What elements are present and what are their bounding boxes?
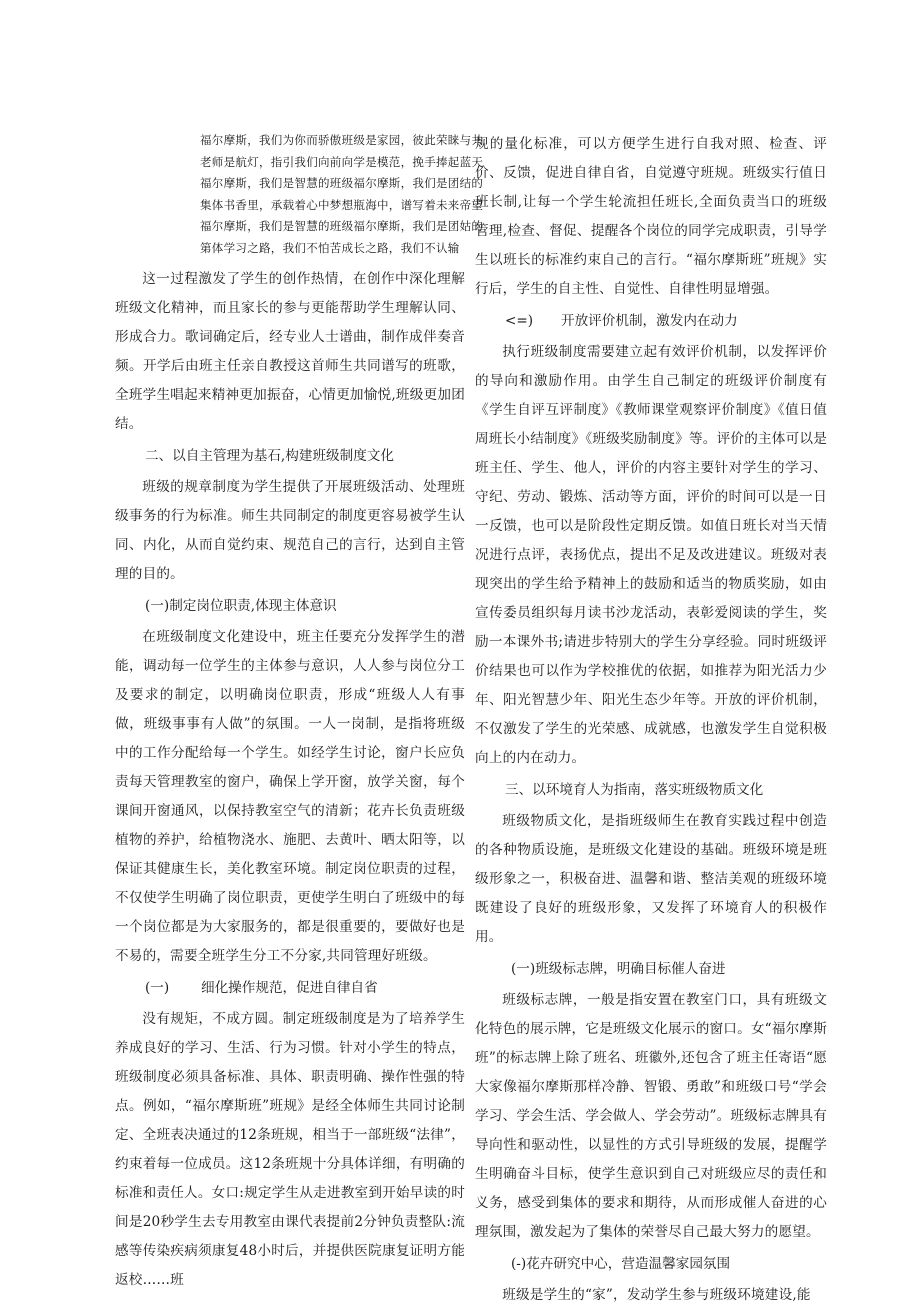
paragraph: 执行班级制度需要建立起有效评价机制，以发挥评价的导向和激励作用。由学生自己制定的班级评价制度有《学生自评互评制度》《教师课堂观察评价制度》《值日值周班长小结制度》《班级奖励制度》等。评价的主体可以是班主任、学生、他人，评价的内容主要针对学生的学习、守纪、劳动、锻炼、活动等方面，评价的时间可以是一日一反馈，也可以是阶段性定期反馈。如值日班长对当天情况进行点评，表扬优点，提出不足及改进建议。班级对表现突出的学生给予精神上的鼓励和适当的物质奖励，如由宣传委员组织每月读书沙龙活动，表彰爱阅读的学生，奖励一本课外书;请进步特别大的学生分享经验。同时班级评价结果也可以作为学校推优的依据，如推荐为阳光活力少年、阳光智慧少年、阳光生态少年等。开放的评价机制，不仅激发了学生的光荣感、成就感，也激发学生自觉积极向上的内在动力。: [475, 344, 827, 766]
lyric-line: 第体学习之路，我们不怕苦成长之路，我们不认输: [200, 240, 460, 255]
paragraph: 班级标志牌，一般是指安置在教室门口，具有班级文化特色的展示牌，它是班级文化展示的窗口。女“福尔摩斯班”的标志牌上除了班名、班徽外,还包含了班主任寄语“愿大家像福尔摩斯那样冷静、智锻、勇敢”和班级口号“学会学习、学会生活、学会做人、学会劳动”。班级标志牌具有导向性和驱动性，以显性的方式引导班级的发展，提醒学生明确奋斗目标，使学生意识到自己对班级应尽的责任和义务，感受到集体的要求和期待，从而形成催人奋进的心理氛围，激发起为了集体的荣誉尽自己最大努力的愿望。: [475, 992, 827, 1240]
lyric-line: 集体书香里，承载着心中梦想瓶海中，谱写着未来帝望: [200, 197, 484, 212]
lyric-line: 福尔摩斯，我们是智慧的班级福尔摩斯，我们是团结的: [200, 176, 484, 190]
paragraph: 在班级制度文化建设中，班主任要充分发挥学生的潜能，调动每一位学生的主体参与意识，人人参与岗位分工及要求的制定，以明确岗位职责，形成“班级人人有事做，班级事事有人做”的氛围。一人一岗制，是指将班级中的工作分配给每一个学生。如经学生讨论，窗户长应负责每天管理教室的窗户，确保上学开窗，放学关窗，每个课间开窗通风，以保持教室空气的清新；花卉长负责班级植物的养护，给植物浇水、施肥、去黄叶、晒太阳等，以保证其健康生长，美化教室环境。制定岗位职责的过程，不仅使学生明确了岗位职责，更使学生明白了班级中的每一个岗位都是为大家服务的，都是很重要的，要做好也是不易的，需要全班学生分工不分家,共同管理好班级。: [115, 629, 465, 964]
subsection-heading: (-)花卉研究中心，营造温馨家园氛围: [511, 1256, 731, 1272]
paragraph: 班级物质文化，是指班级师生在教育实践过程中创造的各种物质设施，是班级文化建设的基础。班级环境是班级形象之一，积极奋进、温馨和谐、整洁美观的班级环境既建设了良好的班级形象，又发挥了环境育人的积极作用。: [475, 813, 827, 945]
section-heading: 三、以环境育人为指南，落实班级物质文化: [505, 782, 764, 798]
left-column: [115, 130, 484, 1295]
subsection-title: 开放评价机制，激发内在动力: [561, 313, 738, 329]
subsection-heading: [475, 306, 827, 336]
paragraph: 班级的规章制度为学生提供了开展班级活动、处理班级事务的行为标准。师生共同制定的制度更容易被学生认同、内化，从而自觉约束、规范自己的言行，达到自主管理的目的。: [115, 479, 465, 582]
subsection-heading: (一)制定岗位职责,体现主体意识: [145, 598, 337, 614]
lyric-line: 老师是航灯，指引我们向前向学是模范，挽手捧起蓝天: [200, 154, 484, 169]
subsection-number: <=): [505, 313, 534, 329]
paragraph: 规的量化标准，可以方便学生进行自我对照、检查、评价、反馈，促进自律自省，自觉遵守班规。班级实行值日班长制,让每一个学生轮流担任班长,全面负责当口的班级管理,检查、督促、提醒各个岗位的同学完成职责，引导学生以班长的标准约束自己的言行。“福尔摩斯班”班规》实行后，学生的自主性、自觉性、自律性明显增强。: [475, 136, 827, 297]
subsection-title: 细化操作规范，促进自律自省: [201, 980, 378, 996]
subsection-number: (一): [145, 980, 170, 996]
song-lyrics: [115, 130, 484, 259]
subsection-heading: [115, 973, 465, 1003]
paragraph: 这一过程激发了学生的创作热情，在创作中深化理解班级文化精神，而且家长的参与更能帮助学生理解认同、形成合力。歌词确定后，经专业人士谱曲，制作成伴奏音频。开学后由班主任亲自教授这首师生共同谱写的班歌，全班学生唱起来精神更加振奋，心情更加愉悦,班级更加团结。: [115, 271, 465, 432]
section-heading: 二、以自主管理为基石,构建班级制度文化: [145, 448, 395, 464]
right-column: [475, 130, 827, 1310]
lyric-line: 福尔摩斯，我们为你而骄傲班级是家园，彼此荣睐与共: [200, 133, 484, 147]
subsection-heading: (一)班级标志牌，明确目标催人奋进: [511, 961, 726, 977]
paragraph: 班级是学生的“家”，发动学生参与班级环境建设,能: [502, 1287, 811, 1303]
paragraph: 没有规矩，不成方圆。制定班级制度是为了培养学生养成良好的学习、生活、行为习惯。针对小学生的特点，班级制度必须具备标准、具体、职责明确、操作性强的特点。例如，“福尔摩斯班”班规》是经全体师生共同讨论制定、全班表决通过的12条班规，相当于一部班级“法律”，约束着每一位成员。这12条班规十分具体详细，有明确的标准和责任人。女口:规定学生从走进教室到开始早读的时间是20秒学生去专用教室由课代表提前2分钟负责整队:流感等传染疾病须康复48小时后，并提供医院康复证明方能返校……班: [115, 1011, 465, 1288]
lyric-line: 福尔摩斯，我们是智慧的班级福尔摩斯，我们是团姑的: [200, 219, 484, 233]
